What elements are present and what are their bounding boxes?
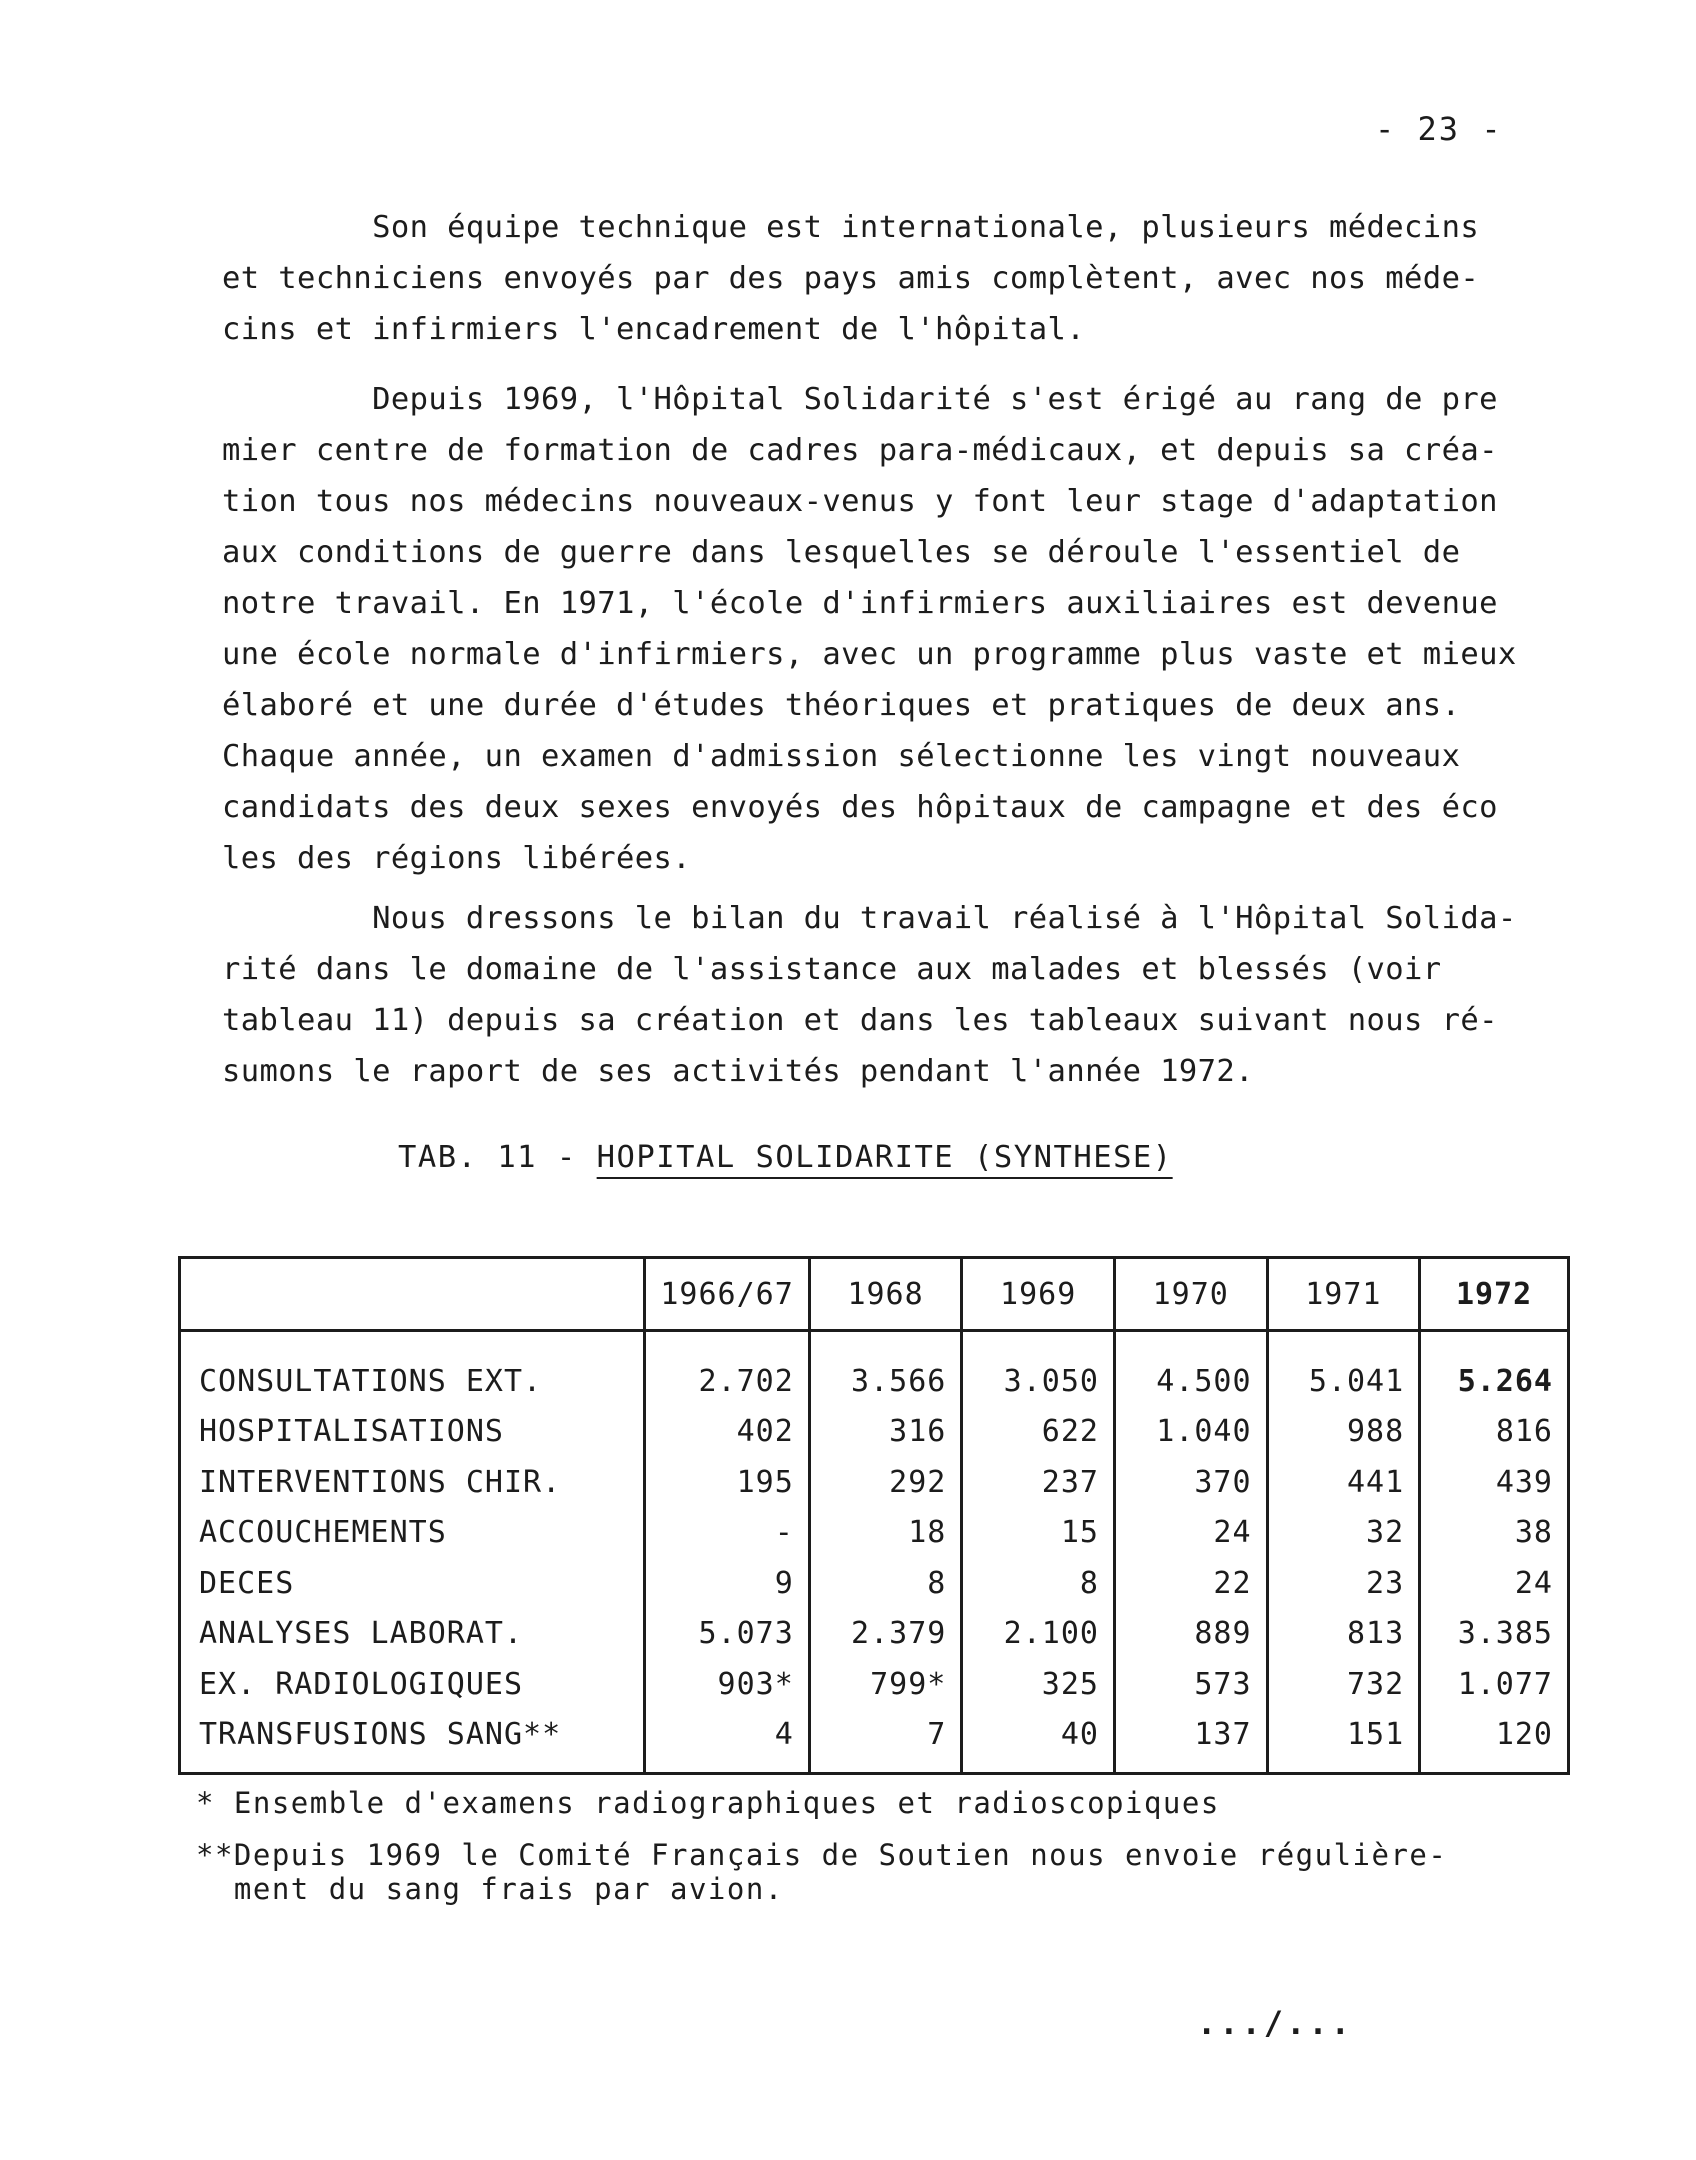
cell-value: 370 [1114,1457,1267,1508]
cell-value: 137 [1114,1710,1267,1774]
cell-value: 18 [809,1508,962,1559]
cell-value: 316 [809,1407,962,1458]
cell-value: 5.041 [1267,1331,1420,1407]
header-year: 1969 [962,1258,1115,1331]
cell-value: 889 [1114,1609,1267,1660]
table-row [180,1457,1569,1508]
cell-value: 22 [1114,1558,1267,1609]
paragraph-training-centre: Depuis 1969, l'Hôpital Solidarité s'est érigé au rang de pre mier centre de formation de cadres para-médicaux, et depuis sa créa- tion tous nos médecins nouveaux-venus y font leur stage d'adaptation aux conditions de guerre dans lesquelles se déroule l'essentiel de notre travail. En 1971, l'école d'infirmiers auxiliaires est devenue une école normale d'infirmiers, avec un programme plus vaste et mieux élaboré et une durée d'études théoriques et pratiques de deux ans. Chaque année, un examen d'admission sélectionne les vingt nouveaux candidats des deux sexes envoyés des hôpitaux de campagne et des éco les des régions libérées. [222,382,1517,876]
cell-value: 9 [645,1558,809,1609]
cell-value: 292 [809,1457,962,1508]
cell-value: 903* [645,1659,809,1710]
cell-value: 3.385 [1420,1609,1569,1660]
header-year: 1966/67 [645,1258,809,1331]
table-title-main: HOPITAL SOLIDARITE (SYNTHESE) [596,1140,1173,1175]
table-header-row [180,1258,1569,1331]
cell-value: 573 [1114,1659,1267,1710]
cell-value: 24 [1114,1508,1267,1559]
header-year: 1968 [809,1258,962,1331]
row-label: ANALYSES LABORAT. [180,1609,645,1660]
cell-value: 5.073 [645,1609,809,1660]
synthesis-table [178,1256,1570,1775]
table-row [180,1508,1569,1559]
cell-value: 988 [1267,1407,1420,1458]
table-title [398,1140,1173,1175]
header-empty-cell [180,1258,645,1331]
cell-value: 15 [962,1508,1115,1559]
cell-value: 3.566 [809,1331,962,1407]
table-row [180,1558,1569,1609]
cell-value: 5.264 [1420,1331,1569,1407]
cell-value: 4.500 [1114,1331,1267,1407]
paragraph-work-summary: Nous dressons le bilan du travail réalisé à l'Hôpital Solida- rité dans le domaine de l'assistance aux malades et blessés (voir tableau 11) depuis sa création et dans les tableaux suivant nous ré- sumons le raport de ses activités pendant l'année 1972. [222,901,1517,1089]
cell-value: 237 [962,1457,1115,1508]
cell-value: 1.077 [1420,1659,1569,1710]
row-label: EX. RADIOLOGIQUES [180,1659,645,1710]
cell-value: 1.040 [1114,1407,1267,1458]
paragraph-technical-team: Son équipe technique est internationale, plusieurs médecins et techniciens envoyés par des pays amis complètent, avec nos méde- cins et infirmiers l'encadrement de l'hôpital. [222,210,1480,347]
cell-value: 40 [962,1710,1115,1774]
continuation-mark: .../... [1197,2004,1353,2042]
cell-value: 2.379 [809,1609,962,1660]
cell-value: 8 [962,1558,1115,1609]
cell-value: 120 [1420,1710,1569,1774]
row-label: ACCOUCHEMENTS [180,1508,645,1559]
footnote-transfusions: **Depuis 1969 le Comité Français de Soutien nous envoie régulière- ment du sang frais par avion. [196,1838,1448,1906]
header-year: 1971 [1267,1258,1420,1331]
cell-value: 732 [1267,1659,1420,1710]
cell-value: 23 [1267,1558,1420,1609]
row-label: DECES [180,1558,645,1609]
footnote-radiology: * Ensemble d'examens radiographiques et radioscopiques [196,1786,1220,1820]
cell-value: 24 [1420,1558,1569,1609]
cell-value: 32 [1267,1508,1420,1559]
cell-value: 325 [962,1659,1115,1710]
row-label: CONSULTATIONS EXT. [180,1331,645,1407]
cell-value: - [645,1508,809,1559]
page-number: - 23 - [1375,110,1503,148]
table-row [180,1407,1569,1458]
cell-value: 439 [1420,1457,1569,1508]
header-year: 1970 [1114,1258,1267,1331]
row-label: TRANSFUSIONS SANG** [180,1710,645,1774]
table-row [180,1331,1569,1407]
table-row [180,1710,1569,1774]
cell-value: 151 [1267,1710,1420,1774]
cell-value: 441 [1267,1457,1420,1508]
cell-value: 2.100 [962,1609,1115,1660]
header-year: 1972 [1420,1258,1569,1331]
cell-value: 7 [809,1710,962,1774]
row-label: HOSPITALISATIONS [180,1407,645,1458]
cell-value: 8 [809,1558,962,1609]
cell-value: 799* [809,1659,962,1710]
cell-value: 813 [1267,1609,1420,1660]
cell-value: 38 [1420,1508,1569,1559]
cell-value: 2.702 [645,1331,809,1407]
cell-value: 4 [645,1710,809,1774]
table-row [180,1659,1569,1710]
row-label: INTERVENTIONS CHIR. [180,1457,645,1508]
table-title-prefix: TAB. 11 - [398,1140,597,1175]
cell-value: 816 [1420,1407,1569,1458]
cell-value: 3.050 [962,1331,1115,1407]
cell-value: 402 [645,1407,809,1458]
cell-value: 622 [962,1407,1115,1458]
cell-value: 195 [645,1457,809,1508]
table-row [180,1609,1569,1660]
